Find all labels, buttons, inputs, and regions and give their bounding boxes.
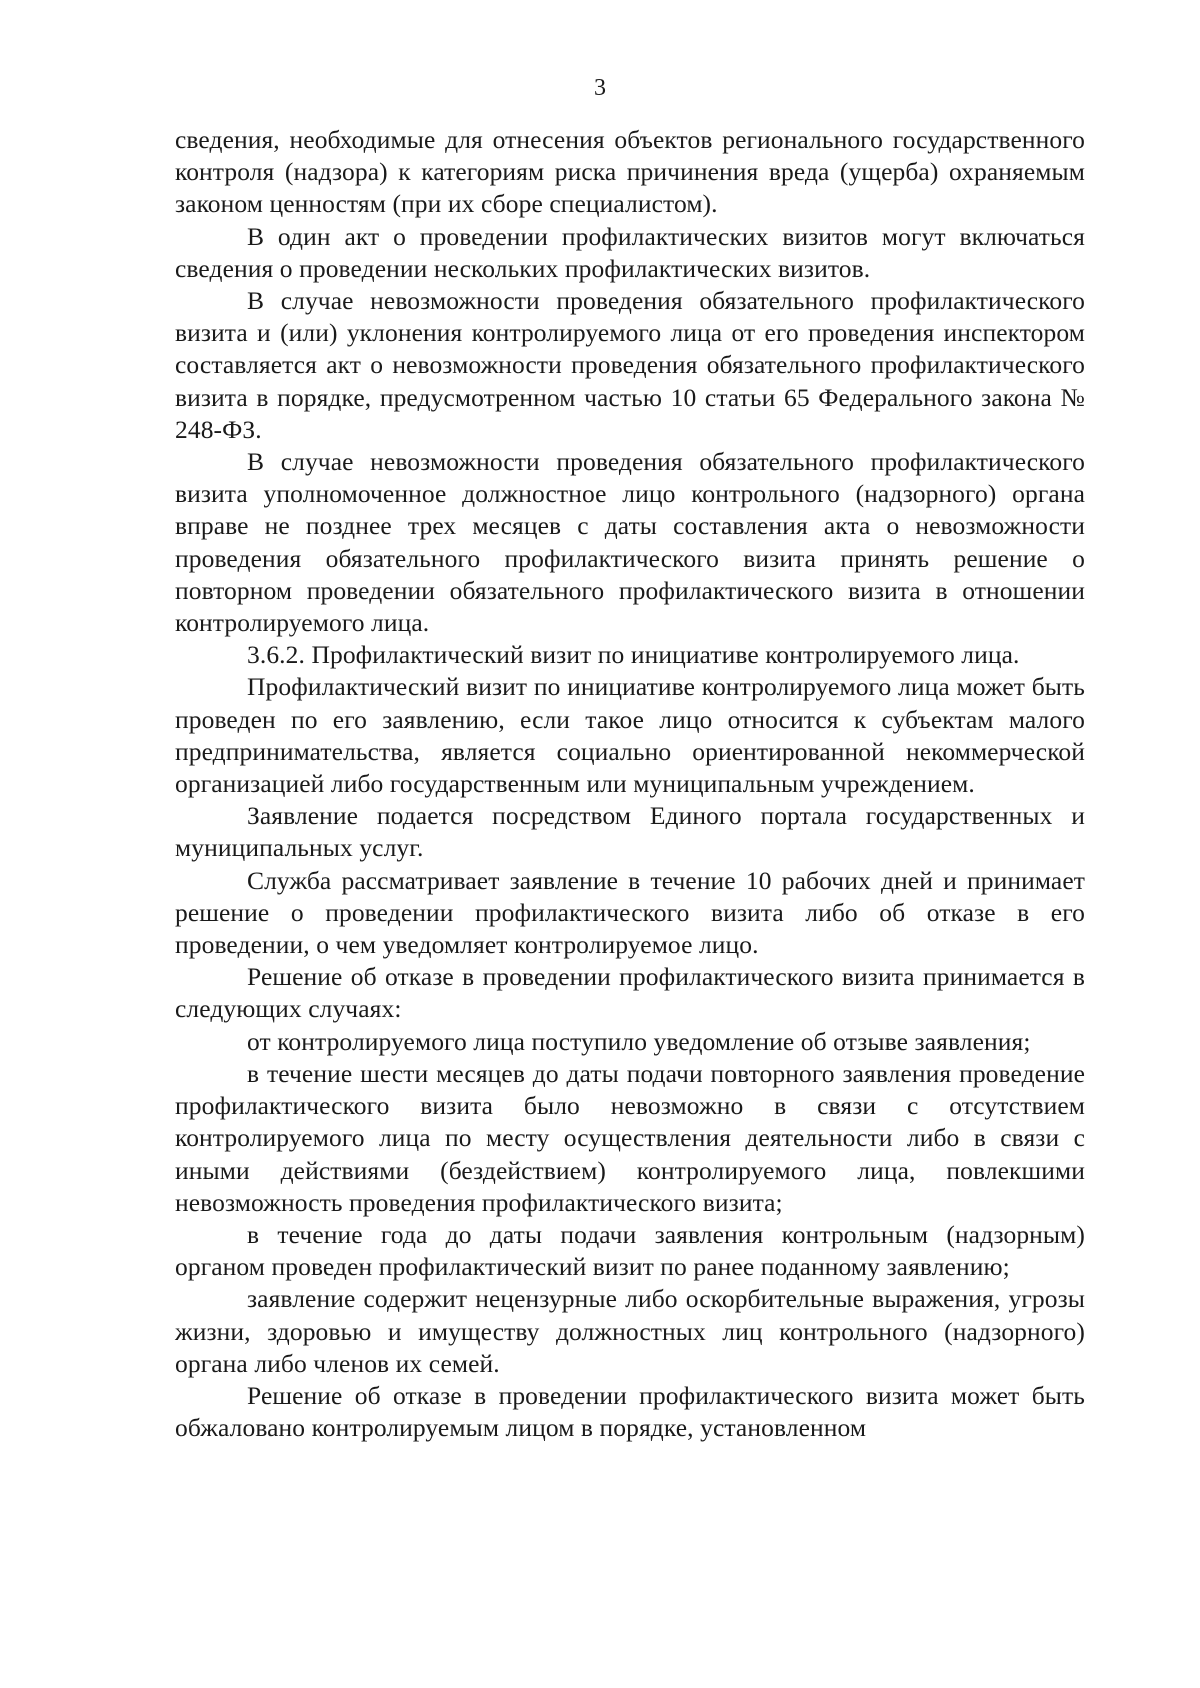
list-item-six-months: в течение шести месяцев до даты подачи повторного заявления проведение профилактического визита было невозможно в связи с отсутствием контролируемого лица по месту осуществления деятельности либо в связи с иными действиями (бездействием) контролируемого лица, повлекшими невозможность проведения профилактического визита; [175, 1058, 1085, 1217]
document-body [175, 124, 1085, 1444]
paragraph-review-period: Служба рассматривает заявление в течение 10 рабочих дней и принимает решение о проведении профилактического визита либо об отказе в его проведении, о чем уведомляет контролируемое лицо. [175, 865, 1085, 960]
paragraph-initiative-visit: Профилактический визит по инициативе контролируемого лица может быть проведен по его заявлению, если такое лицо относится к субъектам малого предпринимательства, является социально ориентированной некоммерческой организацией либо государственным или муниципальным учреждением. [175, 672, 1085, 799]
section-heading-3-6-2: 3.6.2. Профилактический визит по инициативе контролируемого лица. [247, 640, 1020, 670]
list-item-withdrawal: от контролируемого лица поступило уведомление об отзыве заявления; [247, 1026, 1031, 1056]
paragraph-repeat-visit: В случае невозможности проведения обязательного профилактического визита уполномоченное должностное лицо контрольного (надзорного) органа вправе не позднее трех месяцев с даты составления акта о невозможности проведения обязательного профилактического визита принять решение о повторном проведении обязательного профилактического визита в отношении контролируемого лица. [175, 447, 1085, 638]
list-item-offensive-content: заявление содержит нецензурные либо оскорбительные выражения, угрозы жизни, здоровью и имуществу должностных лиц контрольного (надзорного) органа либо членов их семей. [175, 1284, 1085, 1378]
paragraph-refusal-cases: Решение об отказе в проведении профилактического визита принимается в следующих случаях: [175, 962, 1085, 1024]
page-number: 3 [594, 75, 606, 101]
paragraph-application-portal: Заявление подается посредством Единого портала государственных и муниципальных услуг. [175, 801, 1085, 863]
paragraph-single-act: В один акт о проведении профилактических визитов могут включаться сведения о проведении нескольких профилактических визитов. [175, 221, 1085, 283]
paragraph-impossibility-act: В случае невозможности проведения обязательного профилактического визита и (или) уклонения контролируемого лица от его проведения инспектором составляется акт о невозможности проведения обязательного профилактического визита в порядке, предусмотренном частью 10 статьи 65 Федерального закона № 248-ФЗ. [175, 286, 1085, 444]
paragraph-continuation: сведения, необходимые для отнесения объектов регионального государственного контроля (надзора) к категориям риска причинения вреда (ущерба) охраняемым законом ценностям (при их сборе специалистом). [175, 125, 1085, 219]
paragraph-appeal: Решение об отказе в проведении профилактического визита может быть обжаловано контролируемым лицом в порядке, установленном [175, 1380, 1085, 1443]
list-item-within-year: в течение года до даты подачи заявления контрольным (надзорным) органом проведен профилактический визит по ранее поданному заявлению; [175, 1219, 1085, 1282]
